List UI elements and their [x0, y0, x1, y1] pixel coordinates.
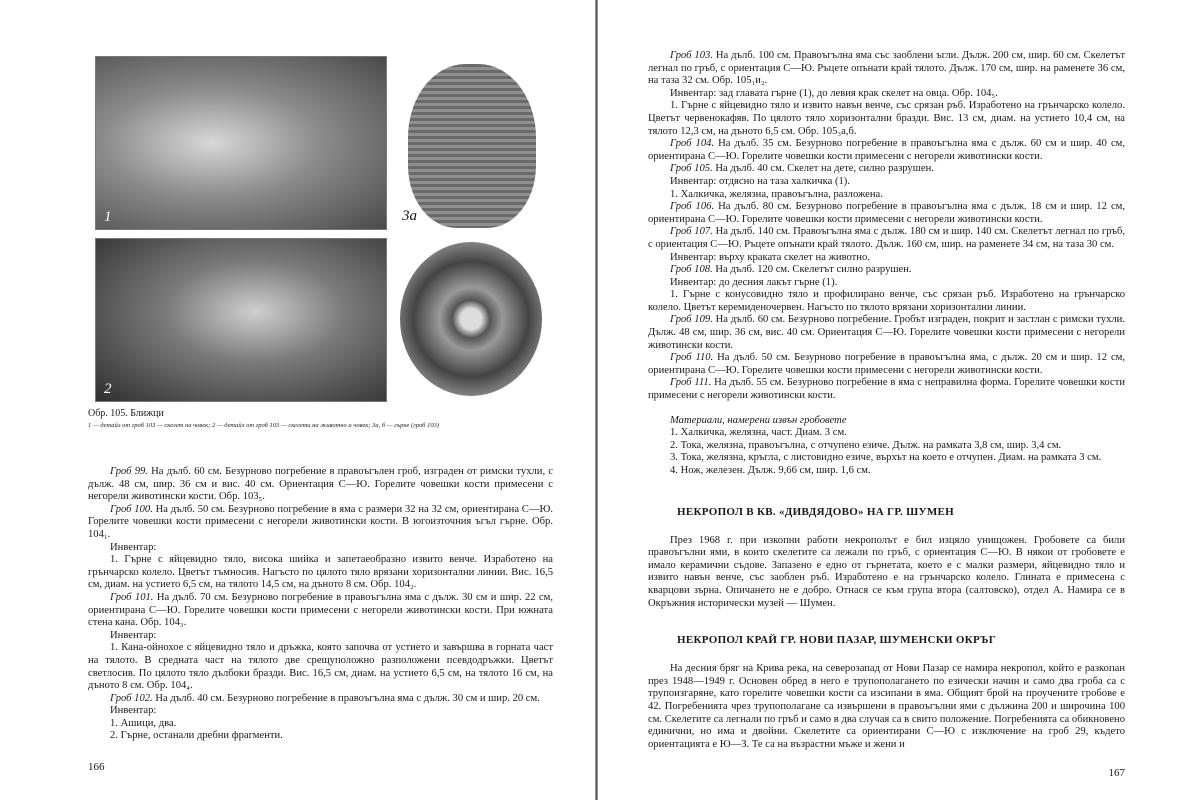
paragraph-text: На дълб. 50 см. Безурново погребение в правоъгълна яма, с дълж. 20 см и шир. 12 см, ориентирана С—Ю. Горелите човешки кости примесени с негорели животински кости.	[648, 352, 1125, 376]
caption-text: 1 — детайл от гроб 103 — скелет на човек; 2 — детайл от гроб 103 — скелети на животно и човек; 3а, б — гърне (гроб 103)	[88, 422, 439, 429]
paragraph	[648, 176, 1125, 189]
materials-item: 1. Халкичка, желязна, част. Диам. 3 см.	[670, 427, 847, 439]
figure-caption	[88, 408, 553, 430]
page-number: 166	[88, 761, 105, 774]
paragraph: През 1968 г. при изкопни работи некрополът е бил изцяло унищожен. Гробовете са били правоъгълни ями, в които скелетите са лежали по гръб, с ориентация С—Ю. В някои от гробовете е имало керамични съдове. Запазено е едно от гърнетата, което е с малки размери, яйцевидно тяло и извито навън венче, със заоблен ръб. Изработено е на грънчарско колело. Глината е примесена с кварцови зърна. Опичането не е добро. Отнася се към група втора (салтовско), отдел А. Намира се в Окръжния исторически музей — Шумен.	[648, 534, 1125, 609]
grave-label: Гроб 111.	[670, 377, 712, 389]
section-heading-divdyadovo: НЕКРОПОЛ В КВ. «ДИВДЯДОВО» НА ГР. ШУМЕН	[677, 505, 955, 518]
grave-label: Гроб 102.	[110, 692, 153, 704]
paragraph-text: Инвентар:	[110, 541, 157, 553]
paragraph	[648, 88, 1125, 101]
photo-label: 3а	[402, 208, 417, 224]
paragraph-text: Инвентар:	[110, 705, 157, 717]
paragraph-text: 1. Гърне с конусовидно тяло и профилирано венче, със срязан ръб. Изработено на грънчарско колело. Цветът керемиденочервен. Нагъсто по тялото врязани хоризонтални линии.	[648, 289, 1125, 313]
grave-label: Гроб 105.	[670, 163, 713, 175]
grave-entry	[648, 226, 1125, 251]
grave-label: Гроб 110.	[670, 352, 714, 364]
photo-label: 2	[104, 381, 112, 397]
pot-image	[408, 64, 536, 228]
paragraph	[648, 252, 1125, 265]
right-page	[598, 0, 1181, 800]
materials-item: 3. Тока, желязна, кръгла, с листовидно езиче, върхът на което е отчупен. Диам. на рамката 3 см.	[670, 452, 1102, 464]
grave-entry	[648, 377, 1125, 402]
paragraph-text: 1. Гърне с яйцевидно тяло, висока шийка и запетаеобразно извито венче. Изработено на грънчарско колело. Цветът тъмносив. Нагъсто по цялото тяло врязани хоризонтални линии. Вис. 16,5 см, диам. на устието 6,5 см, на тялото 14,5 см, на дъното 8 см. Обр. 104₂.	[88, 554, 553, 591]
paragraph	[88, 542, 553, 555]
paragraph-text: 1. Ашици, два.	[110, 717, 177, 729]
grave-label: Гроб 109.	[670, 314, 713, 326]
paragraph	[88, 630, 553, 643]
paragraph-text: На дълб. 50 см. Безурново погребение в яма с размери 32 на 32 см, ориентирана С—Ю. Горелите човешки кости примесени с негорели животински кости. В югоизточния ъгъл гърне. Обр. 104₁.	[88, 503, 553, 540]
paragraph-text: Инвентар: отдясно на таза халкичка (1).	[670, 175, 850, 187]
section-heading-novi-pazar: НЕКРОПОЛ КРАЙ ГР. НОВИ ПАЗАР, ШУМЕНСКИ ОКРЪГ	[677, 634, 997, 647]
paragraph-text: На дълб. 70 см. Безурново погребение в правоъгълна яма с дълж. 30 см и шир. 22 см, ориентирана С—Ю. Горелите човешки кости примесени с негорели животински кости. При южната стена кана. Обр. 104₃.	[88, 591, 553, 629]
left-flow	[88, 408, 553, 774]
grave-entry	[648, 264, 1125, 277]
paragraph-text: 1. Гърне с яйцевидно тяло и извито навън венче, със срязан ръб. Изработено на грънчарско колело. Цветът червенокафяв. По цялото тяло хоризонтални бразди. Вис. 13 см, диам. на устието 10,4 см, на тялото 12,3 см, на дъното 6,5 см. Обр. 105₃а,б.	[648, 100, 1125, 137]
grave-label: Гроб 107.	[670, 226, 713, 238]
paragraph-text: На дълб. 60 см. Безурново погребение. Гробът изграден, покрит и застлан с римски тухли. Дълж. 48 см, шир. 36 см, вис. 40 см. Ориентация С—Ю. Горелите човешки кости примесени с негорели животински кости.	[648, 314, 1125, 351]
paragraph-text: Инвентар:	[110, 629, 157, 641]
paragraph-text: На дълб. 80 см. Безурново погребение в правоъгълна яма с дълж. 18 см и шир. 12 см, ориентирана С—Ю. Горелите човешки кости примесени с негорели животински кости.	[648, 201, 1125, 225]
paragraph-text: На дълб. 40 см. Безурново погребение в правоъгълна яма с дълж. 30 см и шир. 20 см.	[152, 692, 540, 704]
paragraph: На десния бряг на Крива река, на северозапад от Нови Пазар се намира некропол, който е разкопан през 1948—1949 г. Основен обред в него е трупополагането по езически начин и само два гроба са с трупоизгаряне, като горелите човешки кости са изсипани в яма. Общият брой на проучените гробове е 42. Погребенията чрез трупополагане са извършени в правоъгълни ями с дължина 200 и широчина 100 см. Скелетите са легнали по гръб и само в два случая са в свито положение. Погребенията са обикновено единични, но има и двойни. Скелетите са ориентирани С—Ю с изключение на гроб 29, където ориентацията е Ю—З. Те са на възрастни мъже и жени и	[648, 663, 1125, 750]
grave-entry	[648, 163, 1125, 176]
paragraph-text: 1. Халкичка, желязна, правоъгълна, разложена.	[670, 188, 883, 200]
caption-title: Обр. 105. Ближци	[88, 408, 164, 419]
paragraph	[648, 289, 1125, 314]
grave-entry	[648, 314, 1125, 352]
paragraph-text: Инвентар: до десния лакът гърне (1).	[670, 276, 838, 288]
grave-label: Гроб 100.	[110, 503, 153, 515]
grave-label: Гроб 106.	[670, 201, 715, 213]
photo-label: 1	[104, 209, 112, 225]
grave-entry	[88, 592, 553, 630]
photo-label: 3б	[398, 382, 414, 398]
photo-skeletons-animal-human	[95, 238, 387, 402]
materials-item: 2. Тока, желязна, правоъгълна, с отчупено езиче. Дълж. на рамката 3,8 см, шир. 3,4 см.	[670, 439, 1062, 451]
paragraph	[648, 189, 1125, 202]
grave-label: Гроб 101.	[110, 591, 154, 603]
grave-label: Гроб 108.	[670, 264, 713, 276]
paragraph	[648, 277, 1125, 290]
paragraph-text: На дълб. 40 см. Скелет на дете, силно разрушен.	[712, 163, 934, 175]
grave-label: Гроб 103.	[670, 50, 713, 61]
paragraph-text: Инвентар: зад главата гърне (1), до левия крак скелет на овца. Обр. 104₅.	[670, 87, 998, 99]
page-number: 167	[1108, 767, 1125, 780]
paragraph	[88, 554, 553, 592]
right-flow	[648, 50, 1125, 780]
photo-pot-side	[398, 58, 544, 230]
grave-entry	[648, 50, 1125, 88]
paragraph-text: Инвентар: върху краката скелет на животно.	[670, 251, 870, 263]
photo-skeleton-detail	[95, 56, 387, 230]
paragraph	[88, 705, 553, 718]
paragraph-text: На дълб. 120 см. Скелетът силно разрушен.	[712, 264, 912, 276]
paragraph	[88, 718, 553, 731]
grave-entry	[648, 138, 1125, 163]
paragraph-text: На дълб. 55 см. Безурново погребение в яма с неправилна форма. Горелите човешки кости примесени с негорели животински кости.	[648, 377, 1125, 402]
section-divdyadovo-text	[648, 535, 1125, 611]
paragraph-text: 1. Кана-ойнохое с яйцевидно тяло и дръжка, която започва от устието и завършва в горната част на тялото. В средната част на тялото две срещуположно разположени псевдодръжки. Цветът светлосив. По цялото тяло дълбоки бразди. Вис. 16,5 см, диам. на устието 6,5 см, на тялото 16 см, на дъното 8 см. Обр. 104₄.	[88, 642, 553, 692]
materials-heading: Материали, намерени извън гробовете	[670, 414, 847, 426]
pot-top-image	[400, 242, 542, 396]
grave-entry	[88, 466, 553, 504]
grave-entry	[88, 504, 553, 542]
materials-block	[648, 415, 1125, 478]
grave-label: Гроб 99.	[110, 466, 148, 477]
grave-entry	[88, 693, 553, 706]
paragraph-text: На дълб. 140 см. Правоъгълна яма с дълж. 180 см и шир. 140 см. Скелетът легнал по гръб, с ориентация С—Ю. Ръцете опънати край тялото. Дълж. 160 см, шир. на раменете 34 см, на таза 30 см.	[648, 226, 1126, 250]
paragraph	[648, 100, 1125, 138]
paragraph-text: На дълб. 35 см. Безурново погребение в правоъгълна яма с дълж. 60 см и шир. 40 см, ориентирана С—Ю. Горелите човешки кости примесени с негорели животински кости.	[648, 138, 1125, 162]
grave-label: Гроб 104.	[670, 138, 715, 150]
section-novi-pazar-text	[648, 663, 1125, 751]
materials-item: 4. Нож, железен. Дълж. 9,66 см, шир. 1,6 см.	[670, 465, 871, 476]
grave-entry	[648, 201, 1125, 226]
left-body-text	[88, 466, 553, 743]
photo-pot-top	[396, 238, 546, 400]
right-body-text	[648, 50, 1125, 403]
grave-entry	[648, 352, 1125, 377]
paragraph	[88, 642, 553, 692]
paragraph	[88, 730, 553, 743]
paragraph-text: На дълб. 100 см. Правоъгълна яма със заоблени ъгли. Дълж. 200 см, шир. 60 см. Скелетът легнал по гръб, с ориентация С—Ю. Ръцете опънати край тялото. Дълж. 170 см, шир. на раменете 36 см, на таза 32 см. Обр. 105₁и₂.	[648, 50, 1125, 87]
paragraph-text: 2. Гърне, останали дребни фрагменти.	[110, 730, 283, 742]
paragraph-text: На дълб. 60 см. Безурново погребение в правоъгълен гроб, изграден от римски тухли, с дълж. 48 см, шир. 36 см и вис. 40 см. Ориентация С—Ю. Горелите човешки кости примесени с негорели животински кости. Обр. 103₅.	[88, 466, 553, 503]
